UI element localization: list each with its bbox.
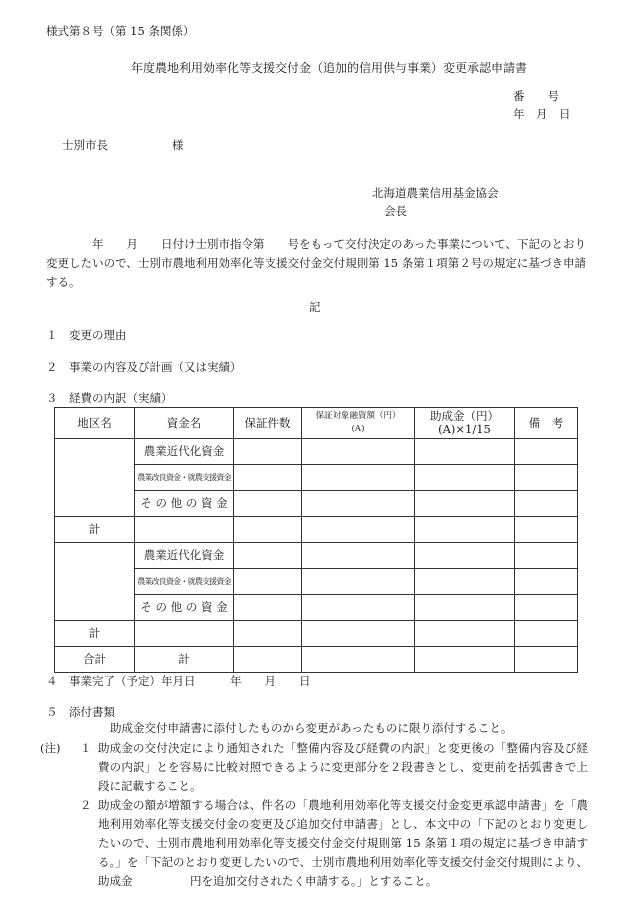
subsidy-cell[interactable] [415,595,515,621]
count-cell[interactable] [234,465,302,491]
amount-cell[interactable] [302,543,415,569]
count-cell[interactable] [234,439,302,465]
header-fund: 資金名 [135,408,234,439]
document-number-label: 番 号 [513,89,559,103]
fund-name: 農業近代化資金 [135,439,234,465]
applicant-role: 会長 [384,204,407,218]
remarks-cell[interactable] [515,465,578,491]
amount-cell[interactable] [302,595,415,621]
document-title: 年度農地利用効率化等支援交付金（追加的信用供与事業）変更承認申請書 [131,61,528,75]
amount-cell[interactable] [302,439,415,465]
count-cell[interactable] [234,517,302,543]
table-row [55,543,578,569]
subsidy-cell[interactable] [415,465,515,491]
header-count: 保証件数 [234,408,302,439]
note-2-text: 助成金の額が増額する場合は、件名の「農地利用効率化等支援交付金変更承認申請書」を「農地利用効率化等支援交付金の変更及び追加交付申請書」とし、本文中の「下記のとおり変更したいので、士別市農地利用効率化等支援交付金交付規則第 15 条第１項の規定に基づき申請する。」を「下記のとおり変更したいので、士別市農地利用効率化等支援交付金交付規則により、助成金 円を追加交付されたく申請する。」とすること。 [98,798,588,888]
subsidy-cell[interactable] [415,569,515,595]
grand-total-sub-label: 計 [135,647,234,673]
subsidy-cell[interactable] [415,517,515,543]
grand-total-label: 合計 [55,647,135,673]
header-amount-line1: 保証対象融資額（円） [315,411,401,421]
table-header-row [55,408,578,439]
section-2-content: ２ 事業の内容及び計画（又は実績） [46,360,242,374]
fund-name: 農業改良資金・就農支援資金 [135,569,234,595]
applicant-organization: 北海道農業信用基金協会 [372,186,499,200]
remarks-cell[interactable] [515,543,578,569]
subtotal-label: 計 [55,621,135,647]
remarks-cell[interactable] [515,569,578,595]
amount-cell[interactable] [302,465,415,491]
notes-block [40,739,588,891]
header-district: 地区名 [55,408,135,439]
count-cell[interactable] [234,491,302,517]
remarks-cell[interactable] [515,517,578,543]
note-2-number: ２ [80,798,92,812]
note-1 [40,739,588,796]
amount-cell[interactable] [302,569,415,595]
recipient-name: 士別市長 [62,138,108,152]
count-cell[interactable] [234,569,302,595]
amount-cell[interactable] [302,491,415,517]
count-cell[interactable] [234,647,302,673]
note-1-text: 助成金の交付決定により通知された「整備内容及び経費の内訳」と変更後の「整備内容及び経費の内訳」とを容易に比較対照できるように変更部分を２段書きとし、変更前を括弧書きで上段に記載すること。 [98,741,588,793]
header-subsidy-line2: (A)×1/15 [438,422,491,436]
grand-total-row [55,647,578,673]
remarks-cell[interactable] [515,439,578,465]
district-cell[interactable] [55,543,135,621]
document-date-label: 年 月 日 [513,107,571,121]
note-1-number: １ [80,741,92,755]
subtotal-row [55,621,578,647]
expense-table [54,407,578,673]
remarks-cell[interactable] [515,647,578,673]
header-subsidy-line1: 助成金（円） [430,409,499,423]
section-4-completion-date: ４ 事業完了（予定）年月日 年 月 日 [46,674,311,688]
header-amount-line2: (A) [351,424,365,434]
remarks-cell[interactable] [515,595,578,621]
fund-name: そ の 他 の 資 金 [135,595,234,621]
subtotal-label: 計 [55,517,135,543]
header-subsidy [415,408,515,439]
amount-cell[interactable] [302,647,415,673]
section-3-expenses: ３ 経費の内訳（実績） [46,391,173,405]
note-2 [40,796,588,891]
subsidy-cell[interactable] [415,439,515,465]
count-cell[interactable] [234,595,302,621]
fund-cell [135,621,234,647]
remarks-cell[interactable] [515,621,578,647]
count-cell[interactable] [234,543,302,569]
district-cell[interactable] [55,439,135,517]
recipient-honorific: 様 [172,138,184,152]
fund-name: 農業近代化資金 [135,543,234,569]
section-5-attachments: ５ 添付書類 [46,705,115,719]
subsidy-cell[interactable] [415,647,515,673]
header-amount [302,408,415,439]
table-row [55,439,578,465]
fund-cell [135,517,234,543]
subsidy-cell[interactable] [415,621,515,647]
amount-cell[interactable] [302,621,415,647]
fund-name: 農業改良資金・就農支援資金 [135,465,234,491]
subtotal-row [55,517,578,543]
notes-label: (注) [40,741,61,755]
fund-name: そ の 他 の 資 金 [135,491,234,517]
remarks-cell[interactable] [515,491,578,517]
amount-cell[interactable] [302,517,415,543]
header-remarks: 備 考 [515,408,578,439]
subsidy-cell[interactable] [415,491,515,517]
form-number: 様式第８号（第 15 条関係） [46,24,195,38]
section-5-body: 助成金交付申請書に添付したものから変更があったものに限り添付すること。 [110,721,513,735]
count-cell[interactable] [234,621,302,647]
section-1-reason: １ 変更の理由 [46,328,127,342]
intro-paragraph: 年 月 日付け士別市指令第 号をもって交付決定のあった事業について、下記のとおり変更したいので、士別市農地利用効率化等支援交付金交付規則第 15 条第１項第２号の規定に基づき申請する。 [46,237,586,289]
subsidy-cell[interactable] [415,543,515,569]
ki-heading: 記 [309,300,321,314]
